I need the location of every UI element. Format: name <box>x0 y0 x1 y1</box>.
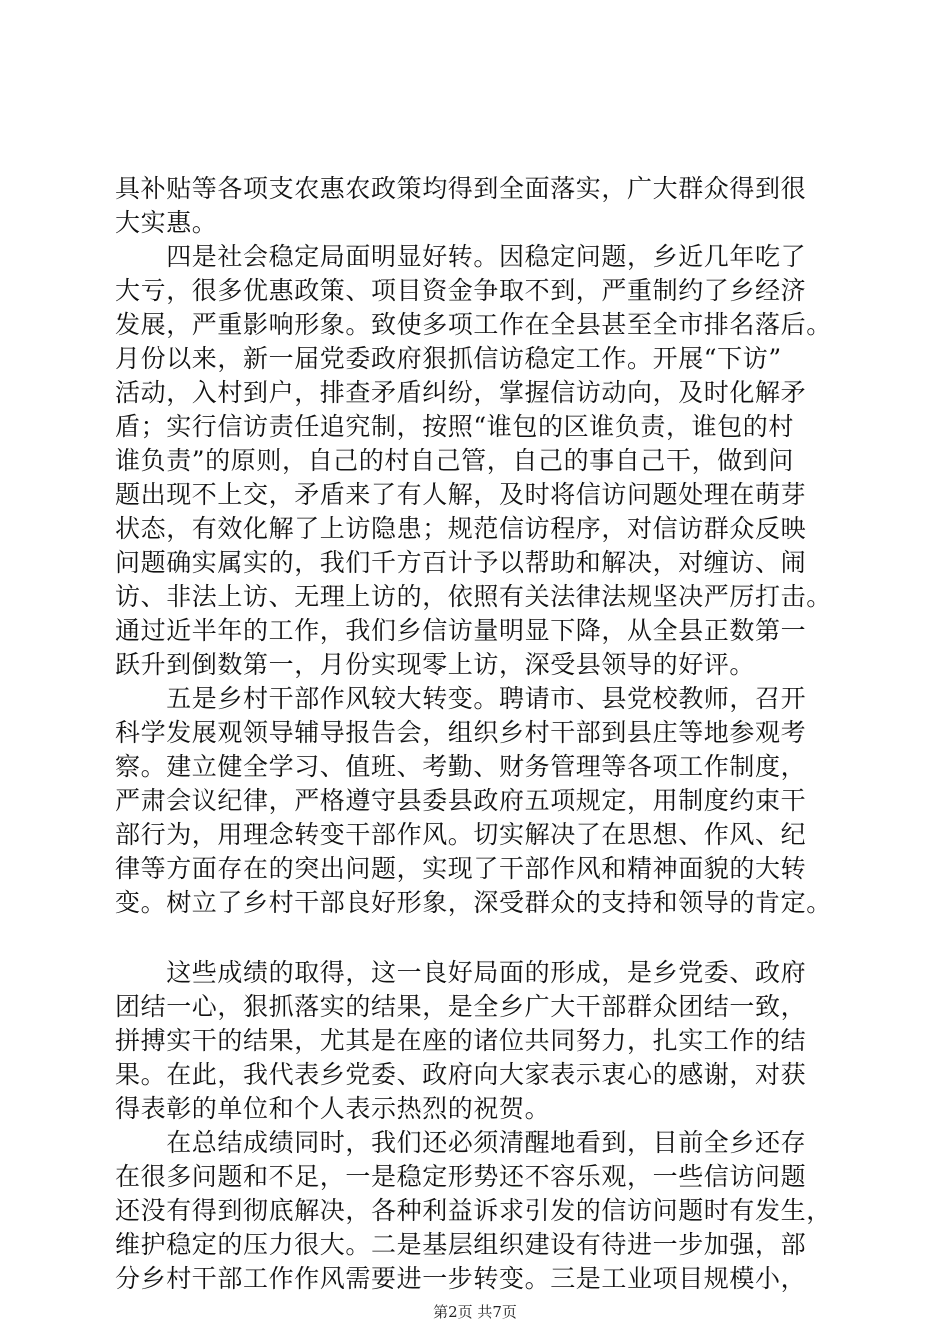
text-line: 问题确实属实的，我们千方百计予以帮助和解决，对缠访、闹 <box>115 548 807 577</box>
text-line: 科学发展观领导辅导报告会，组织乡村干部到县庄等地参观考 <box>115 718 807 747</box>
text-line: 四是社会稳定局面明显好转。因稳定问题，乡近几年吃了 <box>115 242 807 271</box>
text-line: 月份以来，新一届党委政府狠抓信访稳定工作。开展“下访” <box>115 344 782 373</box>
text-line: 题出现不上交，矛盾来了有人解，及时将信访问题处理在萌芽 <box>115 480 807 509</box>
text-line: 在总结成绩同时，我们还必须清醒地看到，目前全乡还存 <box>115 1128 807 1157</box>
page-number-footer: 第2页 共7页 <box>433 1303 517 1321</box>
text-line: 果。在此，我代表乡党委、政府向大家表示衷心的感谢，对获 <box>115 1060 807 1089</box>
text-line: 大亏，很多优惠政策、项目资金争取不到，严重制约了乡经济 <box>115 276 807 305</box>
text-line: 变。树立了乡村干部良好形象，深受群众的支持和领导的肯定。 <box>115 888 832 917</box>
text-line: 察。建立健全学习、值班、考勤、财务管理等各项工作制度， <box>115 752 807 781</box>
text-line: 严肃会议纪律，严格遵守县委县政府五项规定，用制度约束干 <box>115 786 807 815</box>
text-line: 还没有得到彻底解决，各种利益诉求引发的信访问题时有发生， <box>115 1196 832 1225</box>
text-line: 分乡村干部工作作风需要进一步转变。三是工业项目规模小， <box>115 1264 807 1293</box>
text-line: 访、非法上访、无理上访的，依照有关法律法规坚决严厉打击。 <box>115 582 832 611</box>
text-line: 谁负责”的原则，自己的村自己管，自己的事自己干，做到问 <box>115 446 794 475</box>
text-line: 得表彰的单位和个人表示热烈的祝贺。 <box>115 1094 551 1123</box>
text-line: 大实惠。 <box>115 208 218 237</box>
text-line: 状态，有效化解了上访隐患；规范信访程序，对信访群众反映 <box>115 514 807 543</box>
text-line: 维护稳定的压力很大。二是基层组织建设有待进一步加强，部 <box>115 1230 807 1259</box>
text-line: 团结一心，狠抓落实的结果，是全乡广大干部群众团结一致， <box>115 992 807 1021</box>
text-line: 拼搏实干的结果，尤其是在座的诸位共同努力，扎实工作的结 <box>115 1026 807 1055</box>
text-line: 发展，严重影响形象。致使多项工作在全县甚至全市排名落后。 <box>115 310 832 339</box>
text-line: 跃升到倒数第一，月份实现零上访，深受县领导的好评。 <box>115 650 756 679</box>
text-line: 活动，入村到户，排查矛盾纠纷，掌握信访动向，及时化解矛 <box>115 378 807 407</box>
text-line: 具补贴等各项支农惠农政策均得到全面落实，广大群众得到很 <box>115 174 807 203</box>
text-line: 在很多问题和不足，一是稳定形势还不容乐观，一些信访问题 <box>115 1162 807 1191</box>
text-line: 盾；实行信访责任追究制，按照“谁包的区谁负责，谁包的村 <box>115 412 794 441</box>
text-line: 五是乡村干部作风较大转变。聘请市、县党校教师，召开 <box>115 684 807 713</box>
text-line: 这些成绩的取得，这一良好局面的形成，是乡党委、政府 <box>115 958 807 987</box>
text-line: 通过近半年的工作，我们乡信访量明显下降，从全县正数第一 <box>115 616 807 645</box>
text-line: 部行为，用理念转变干部作风。切实解决了在思想、作风、纪 <box>115 820 807 849</box>
text-line: 律等方面存在的突出问题，实现了干部作风和精神面貌的大转 <box>115 854 807 883</box>
